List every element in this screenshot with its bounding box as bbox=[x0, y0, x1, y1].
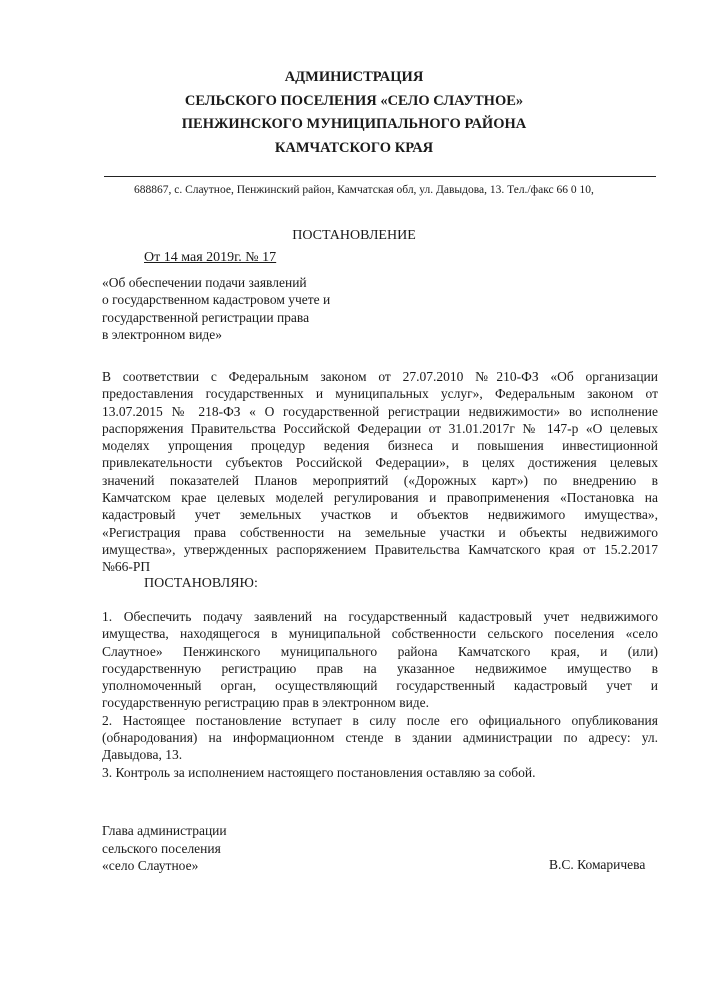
preamble-line: кадастровый учет земельных участков и объектов недвижимого имущества», bbox=[102, 507, 658, 523]
preamble-line: Камчатском крае целевых моделей регулирования и правоприменения «Постановка на bbox=[102, 490, 658, 506]
preamble-paragraph bbox=[102, 368, 658, 576]
preamble-line: значений показателей Планов мероприятий («Дорожных карт») по внедрению в bbox=[102, 472, 658, 488]
address-line: 688867, с. Слаутное, Пенжинский район, Камчатская обл, ул. Давыдова, 13. Тел./факс 66 0 10, bbox=[134, 184, 594, 196]
clause-line: Слаутное» Пенжинского муниципального района Камчатского края, и (или) bbox=[102, 643, 658, 659]
clauses-block bbox=[102, 608, 658, 781]
header-line-2: СЕЛЬСКОГО ПОСЕЛЕНИЯ «СЕЛО СЛАУТНОЕ» bbox=[184, 92, 524, 109]
signatory-title-line: сельского поселения bbox=[102, 840, 221, 856]
document-subject bbox=[102, 274, 330, 343]
clause-line: уполномоченный орган, осуществляющий государственный кадастровый учет и bbox=[102, 678, 658, 694]
preamble-line: моделях упрощения процедур ведения бизнеса и повышения инвестиционной bbox=[102, 438, 658, 454]
subject-line: в электронном виде» bbox=[102, 326, 223, 342]
clause-line: 2. Настоящее постановление вступает в силу после его официального опубликования bbox=[102, 712, 658, 728]
signatory-title-line: «село Слаутное» bbox=[102, 858, 199, 873]
preamble-line: В соответствии с Федеральным законом от 27.07.2010 №210-ФЗ «Об организации bbox=[102, 369, 658, 384]
signatory-name: В.С. Комаричева bbox=[549, 857, 646, 872]
preamble-line: «Регистрация права собственности на земельные участки и объекты недвижимого bbox=[102, 524, 658, 540]
clause-line: государственную регистрацию прав в электронном виде. bbox=[102, 695, 430, 711]
clause-line: государственную регистрацию прав на указанное недвижимое имущество в bbox=[102, 660, 658, 676]
signatory-title bbox=[102, 822, 227, 875]
preamble-line: распоряжения Правительства Российской Федерации от 31.01.2017г № 147-р «О целевых bbox=[102, 420, 658, 436]
preamble-line: привлекательности субъектов Российской Федерации», в целях достижения целевых bbox=[102, 455, 658, 471]
preamble-line: имущества», утвержденных распоряжением Правительства Камчатского края от 15.2.2017 bbox=[102, 541, 658, 557]
subject-line: «Об обеспечении подачи заявлений bbox=[102, 275, 307, 290]
subject-line: о государственном кадастровом учете и bbox=[102, 292, 331, 308]
clause-line: Давыдова, 13. bbox=[102, 747, 183, 763]
header-divider bbox=[104, 176, 656, 177]
clause-line: имущества, находящегося в муниципальной собственности сельского поселения «село bbox=[102, 626, 658, 642]
decree-heading: ПОСТАНОВЛЯЮ: bbox=[144, 576, 258, 591]
clause-line: 1. Обеспечить подачу заявлений на государственный кадастровый учет недвижимого bbox=[102, 609, 658, 624]
clause-line: (обнародования) на информационном стенде в здании администрации по адресу: ул. bbox=[102, 730, 658, 746]
document-header bbox=[0, 66, 708, 160]
signatory-title-line: Глава администрации bbox=[102, 823, 227, 838]
document-date-number: От 14 мая 2019г. № 17 bbox=[144, 250, 277, 265]
header-line-3: ПЕНЖИНСКОГО МУНИЦИПАЛЬНОГО РАЙОНА bbox=[181, 116, 527, 132]
subject-line: государственной регистрации права bbox=[102, 309, 310, 325]
preamble-line: предоставления государственных и муниципальных услуг», Федеральным законом от bbox=[102, 386, 658, 402]
header-line-4: КАМЧАТСКОГО КРАЯ bbox=[274, 139, 434, 156]
document-type: ПОСТАНОВЛЕНИЕ bbox=[292, 228, 416, 243]
clause-line: 3. Контроль за исполнением настоящего постановления оставляю за собой. bbox=[102, 764, 536, 780]
preamble-line: 13.07.2015 № 218-ФЗ « О государственной регистрации недвижимости» во исполнение bbox=[102, 403, 658, 419]
header-line-1: АДМИНИСТРАЦИЯ bbox=[284, 69, 424, 85]
preamble-line: №66-РП bbox=[102, 559, 151, 575]
